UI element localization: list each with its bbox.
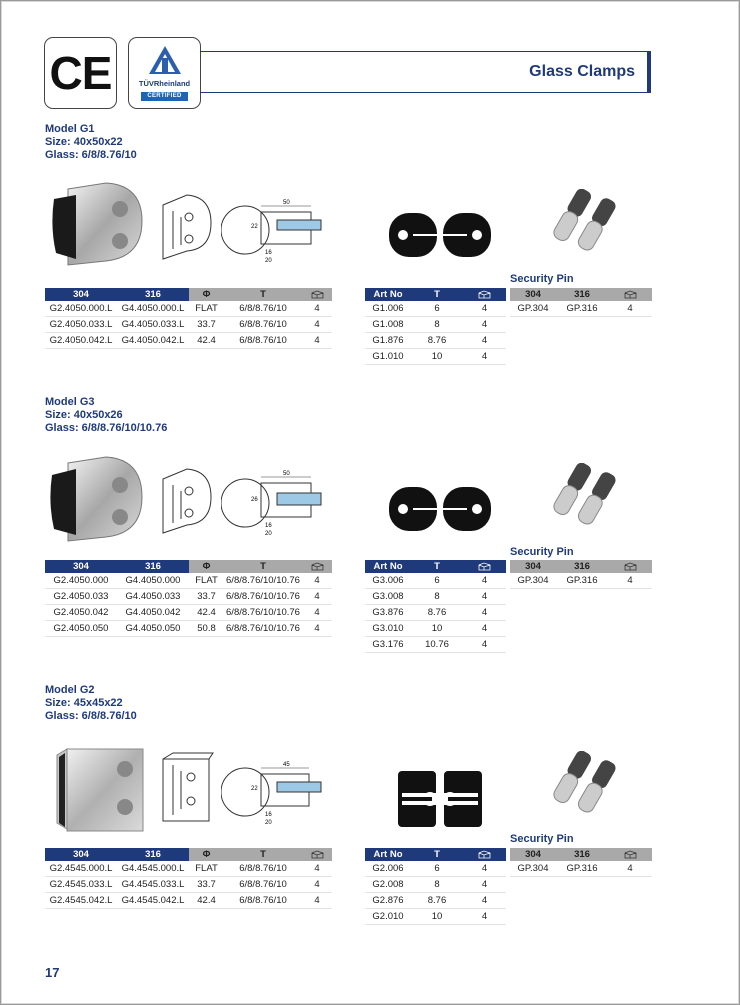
table-cell: 42.4 xyxy=(189,333,224,349)
table-cell: G2.876 xyxy=(365,893,411,909)
model-g1-heading xyxy=(45,123,137,162)
table-cell: 4 xyxy=(302,621,332,637)
table-header-cell: 316 xyxy=(117,288,189,301)
table-cell: 8.76 xyxy=(411,893,463,909)
table-cell: 4 xyxy=(302,301,332,317)
table-cell: G4.4545.033.L xyxy=(117,877,189,893)
table-cell: GP.304 xyxy=(510,861,556,877)
table-row xyxy=(45,877,332,893)
table-cell: 4 xyxy=(302,589,332,605)
page-number: 17 xyxy=(45,965,60,980)
dim-height: 22 xyxy=(251,786,258,792)
security-pin-label: Security Pin xyxy=(510,273,574,285)
table-row xyxy=(45,573,332,589)
table-cell: 6/8/8.76/10 xyxy=(224,877,302,893)
table-cell: G1.010 xyxy=(365,349,411,365)
table-cell: GP.304 xyxy=(510,573,556,589)
table-row xyxy=(365,893,506,909)
security-pin-photo xyxy=(541,463,631,535)
table-cell: 4 xyxy=(463,909,506,925)
g1-gasket-table xyxy=(365,288,506,365)
clamp-g2-section-drawing xyxy=(221,756,336,826)
table-row xyxy=(365,637,506,653)
table-cell: 42.4 xyxy=(189,893,224,909)
gasket-g3-photo xyxy=(389,487,491,531)
box-icon xyxy=(311,290,324,299)
table-cell: 4 xyxy=(463,573,506,589)
table-cell: 4 xyxy=(608,573,652,589)
table-cell: G3.876 xyxy=(365,605,411,621)
security-pin-photo xyxy=(541,751,631,823)
table-cell: 4 xyxy=(463,301,506,317)
table-cell: G2.4050.042 xyxy=(45,605,117,621)
table-cell: 6/8/8.76/10 xyxy=(224,317,302,333)
table-cell: 6/8/8.76/10 xyxy=(224,333,302,349)
table-cell: GP.316 xyxy=(556,861,608,877)
table-cell: 6 xyxy=(411,301,463,317)
clamp-g3-photo xyxy=(46,453,146,545)
dim-b: 20 xyxy=(265,258,272,264)
table-header-cell: 316 xyxy=(556,560,608,573)
table-row xyxy=(510,301,652,317)
security-pin-photo xyxy=(541,189,631,261)
table-cell: 4 xyxy=(302,333,332,349)
table-cell: 8.76 xyxy=(411,333,463,349)
table-cell: G3.010 xyxy=(365,621,411,637)
model-g2-heading xyxy=(45,684,137,723)
table-cell: G4.4050.000 xyxy=(117,573,189,589)
table-cell: G2.4050.050 xyxy=(45,621,117,637)
table-cell: 6/8/8.76/10/10.76 xyxy=(224,573,302,589)
g2-gasket-table xyxy=(365,848,506,925)
g1-main-table xyxy=(45,288,332,349)
table-cell: 6 xyxy=(411,573,463,589)
model-size: Size: 40x50x22 xyxy=(45,136,123,148)
box-icon xyxy=(311,562,324,571)
table-row xyxy=(365,573,506,589)
box-icon xyxy=(478,562,491,571)
table-cell: G2.4545.000.L xyxy=(45,861,117,877)
table-cell: 6 xyxy=(411,861,463,877)
table-cell: GP.316 xyxy=(556,301,608,317)
table-cell: 4 xyxy=(608,301,652,317)
table-header-cell: T xyxy=(224,560,302,573)
clamp-g2-photo xyxy=(53,743,148,835)
table-header-cell: T xyxy=(411,560,463,573)
table-cell: G2.4545.042.L xyxy=(45,893,117,909)
table-header-cell xyxy=(463,560,506,573)
table-header-cell xyxy=(463,288,506,301)
table-header-cell xyxy=(608,560,652,573)
table-cell: G2.4050.033.L xyxy=(45,317,117,333)
model-name: Model G1 xyxy=(45,123,95,135)
table-cell: G4.4050.000.L xyxy=(117,301,189,317)
table-cell: FLAT xyxy=(189,573,224,589)
table-header-cell xyxy=(302,288,332,301)
table-cell: 33.7 xyxy=(189,589,224,605)
table-header-cell: 316 xyxy=(117,560,189,573)
tuv-certified-label: CERTIFIED xyxy=(141,92,188,101)
table-header-cell: 304 xyxy=(45,288,117,301)
table-header-cell: Φ xyxy=(189,848,224,861)
table-header-cell: Φ xyxy=(189,288,224,301)
dim-width: 50 xyxy=(283,200,290,206)
clamp-g1-photo xyxy=(46,179,146,269)
table-cell: G2.008 xyxy=(365,877,411,893)
table-cell: 33.7 xyxy=(189,317,224,333)
table-row xyxy=(365,589,506,605)
clamp-g1-drawing xyxy=(151,187,221,267)
dim-width: 45 xyxy=(283,762,290,768)
table-row xyxy=(365,877,506,893)
dim-a: 16 xyxy=(265,250,272,256)
table-cell: G1.008 xyxy=(365,317,411,333)
clamp-g3-drawing xyxy=(151,461,221,541)
table-row xyxy=(45,301,332,317)
g3-gasket-table xyxy=(365,560,506,653)
page-title: Glass Clamps xyxy=(529,63,635,80)
table-cell: 8 xyxy=(411,877,463,893)
g3-main-table xyxy=(45,560,332,637)
table-cell: G3.008 xyxy=(365,589,411,605)
table-header-cell: T xyxy=(224,848,302,861)
table-cell: 10.76 xyxy=(411,637,463,653)
table-cell: 8 xyxy=(411,589,463,605)
g2-pin-table xyxy=(510,848,652,877)
table-row xyxy=(45,621,332,637)
table-header-cell: 304 xyxy=(45,848,117,861)
model-glass: Glass: 6/8/8.76/10 xyxy=(45,149,137,161)
table-row xyxy=(365,301,506,317)
model-glass: Glass: 6/8/8.76/10/10.76 xyxy=(45,422,168,434)
tuv-name: TÜVRheinland xyxy=(138,79,191,88)
table-cell: 4 xyxy=(302,317,332,333)
table-cell: 50.8 xyxy=(189,621,224,637)
table-cell: 4 xyxy=(463,349,506,365)
table-row xyxy=(45,861,332,877)
clamp-g2-drawing xyxy=(151,749,221,829)
table-cell: G4.4050.033.L xyxy=(117,317,189,333)
table-cell: 4 xyxy=(463,877,506,893)
table-header-cell: 316 xyxy=(556,288,608,301)
model-name: Model G2 xyxy=(45,684,95,696)
table-header-cell: T xyxy=(411,848,463,861)
table-cell: G2.4050.042.L xyxy=(45,333,117,349)
box-icon xyxy=(624,850,637,859)
table-cell: G4.4050.042.L xyxy=(117,333,189,349)
table-cell: 4 xyxy=(463,317,506,333)
table-cell: G3.176 xyxy=(365,637,411,653)
table-cell: 4 xyxy=(302,861,332,877)
g3-pin-table xyxy=(510,560,652,589)
table-row xyxy=(365,861,506,877)
table-cell: G4.4050.033 xyxy=(117,589,189,605)
model-name: Model G3 xyxy=(45,396,95,408)
table-row xyxy=(365,317,506,333)
table-cell: G2.010 xyxy=(365,909,411,925)
dim-a: 16 xyxy=(265,812,272,818)
table-cell: FLAT xyxy=(189,301,224,317)
model-glass: Glass: 6/8/8.76/10 xyxy=(45,710,137,722)
table-cell: 10 xyxy=(411,909,463,925)
table-row xyxy=(45,317,332,333)
table-header-cell: 304 xyxy=(45,560,117,573)
box-icon xyxy=(624,562,637,571)
table-cell: G1.876 xyxy=(365,333,411,349)
dim-b: 20 xyxy=(265,820,272,826)
table-cell: 6/8/8.76/10/10.76 xyxy=(224,589,302,605)
table-cell: G4.4545.042.L xyxy=(117,893,189,909)
table-cell: 4 xyxy=(463,621,506,637)
table-header-cell: 316 xyxy=(556,848,608,861)
table-cell: 8 xyxy=(411,317,463,333)
table-cell: G2.4050.000.L xyxy=(45,301,117,317)
table-cell: 6/8/8.76/10 xyxy=(224,861,302,877)
dim-height: 22 xyxy=(251,224,258,230)
table-cell: 4 xyxy=(302,573,332,589)
table-header-cell xyxy=(302,848,332,861)
gasket-g2-photo xyxy=(398,771,486,827)
ce-mark-logo: CE xyxy=(44,37,117,109)
clamp-g1-section-drawing xyxy=(221,194,336,264)
model-size: Size: 40x50x26 xyxy=(45,409,123,421)
dim-b: 20 xyxy=(265,531,272,537)
table-cell: 4 xyxy=(608,861,652,877)
table-cell: 4 xyxy=(302,605,332,621)
table-cell: 4 xyxy=(302,893,332,909)
table-cell: 4 xyxy=(463,637,506,653)
table-header-cell xyxy=(608,288,652,301)
g2-main-table xyxy=(45,848,332,909)
table-cell: GP.304 xyxy=(510,301,556,317)
table-cell: 6/8/8.76/10 xyxy=(224,301,302,317)
gasket-g1-photo xyxy=(389,213,491,257)
model-size: Size: 45x45x22 xyxy=(45,697,123,709)
table-cell: 4 xyxy=(463,893,506,909)
table-cell: 33.7 xyxy=(189,877,224,893)
table-row xyxy=(365,605,506,621)
table-row xyxy=(365,349,506,365)
box-icon xyxy=(624,290,637,299)
table-cell: 8.76 xyxy=(411,605,463,621)
table-cell: 4 xyxy=(302,877,332,893)
security-pin-label: Security Pin xyxy=(510,833,574,845)
table-cell: G2.006 xyxy=(365,861,411,877)
table-cell: 42.4 xyxy=(189,605,224,621)
box-icon xyxy=(478,850,491,859)
dim-width: 50 xyxy=(283,471,290,477)
table-cell: 4 xyxy=(463,861,506,877)
table-row xyxy=(365,333,506,349)
table-row xyxy=(45,893,332,909)
table-header-cell: T xyxy=(224,288,302,301)
table-cell: G4.4050.050 xyxy=(117,621,189,637)
table-header-cell xyxy=(463,848,506,861)
table-cell: 6/8/8.76/10/10.76 xyxy=(224,605,302,621)
table-header-cell: T xyxy=(411,288,463,301)
table-header-cell: Art No xyxy=(365,848,411,861)
dim-a: 16 xyxy=(265,523,272,529)
table-row xyxy=(510,861,652,877)
security-pin-label: Security Pin xyxy=(510,546,574,558)
table-cell: 6/8/8.76/10 xyxy=(224,893,302,909)
table-cell: G4.4545.000.L xyxy=(117,861,189,877)
table-row xyxy=(45,333,332,349)
table-row xyxy=(510,573,652,589)
tuv-certified-logo xyxy=(128,37,201,109)
dim-height: 26 xyxy=(251,497,258,503)
table-cell: 4 xyxy=(463,589,506,605)
table-header-cell: 316 xyxy=(117,848,189,861)
table-cell: G2.4545.033.L xyxy=(45,877,117,893)
table-header-cell: Art No xyxy=(365,288,411,301)
table-cell: G2.4050.000 xyxy=(45,573,117,589)
table-row xyxy=(45,605,332,621)
clamp-g3-section-drawing xyxy=(221,467,336,537)
table-cell: 10 xyxy=(411,621,463,637)
table-row xyxy=(365,621,506,637)
model-g3-heading xyxy=(45,396,167,435)
table-header-cell xyxy=(608,848,652,861)
table-header-cell: Art No xyxy=(365,560,411,573)
table-cell: G3.006 xyxy=(365,573,411,589)
g1-pin-table xyxy=(510,288,652,317)
table-cell: FLAT xyxy=(189,861,224,877)
table-header-cell: 304 xyxy=(510,848,556,861)
table-cell: G4.4050.042 xyxy=(117,605,189,621)
table-cell: 6/8/8.76/10/10.76 xyxy=(224,621,302,637)
table-cell: 4 xyxy=(463,333,506,349)
table-row xyxy=(45,589,332,605)
table-cell: 10 xyxy=(411,349,463,365)
table-cell: GP.316 xyxy=(556,573,608,589)
table-cell: 4 xyxy=(463,605,506,621)
table-cell: G2.4050.033 xyxy=(45,589,117,605)
table-header-cell: Φ xyxy=(189,560,224,573)
box-icon xyxy=(478,290,491,299)
table-header-cell xyxy=(302,560,332,573)
table-header-cell: 304 xyxy=(510,560,556,573)
page-title-box xyxy=(200,51,651,93)
table-cell: G1.006 xyxy=(365,301,411,317)
table-header-cell: 304 xyxy=(510,288,556,301)
box-icon xyxy=(311,850,324,859)
table-row xyxy=(365,909,506,925)
